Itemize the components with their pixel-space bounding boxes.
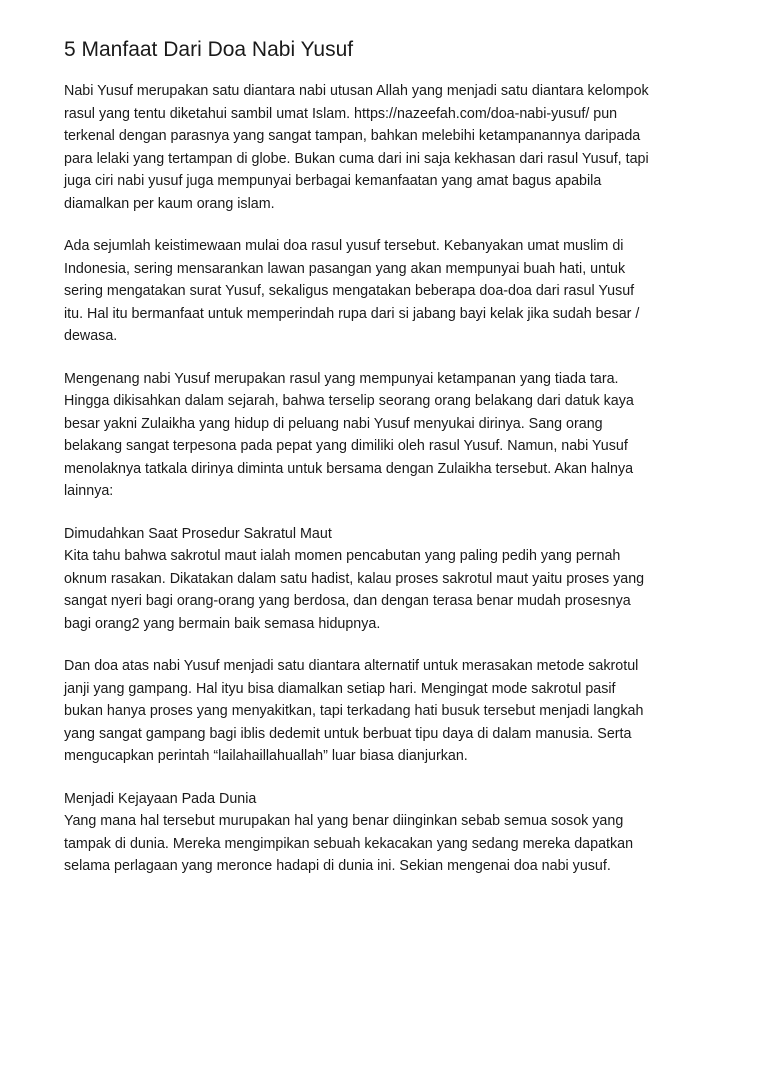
text-line: mengucapkan perintah “lailahaillahuallah” luar biasa dianjurkan. xyxy=(64,748,468,764)
text-line: Mengenang nabi Yusuf merupakan rasul yang mempunyai ketampanan yang tiada tara. xyxy=(64,370,619,387)
text-line: rasul yang tentu diketahui sambil umat Islam. https://nazeefah.com/doa-nabi-yusuf/ pun xyxy=(64,105,618,122)
text-line: selama perlagaan yang meronce hadapi di dunia ini. Sekian mengenai doa nabi yusuf. xyxy=(64,858,611,874)
text-line: tampak di dunia. Mereka mengimpikan sebuah kekacakan yang sedang mereka dapatkan xyxy=(64,835,634,852)
text-line: Dan doa atas nabi Yusuf menjadi satu diantara alternatif untuk merasakan metode sakrotul xyxy=(64,658,639,674)
section-kejayaan xyxy=(64,788,716,878)
section-sakratul-maut xyxy=(64,523,716,636)
text-line: Kita tahu bahwa sakrotul maut ialah momen pencabutan yang paling pedih yang pernah xyxy=(64,548,621,564)
text-line: menolaknya tatkala dirinya diminta untuk bersama dengan Zulaikha tersebut. Akan halnya xyxy=(64,460,634,477)
document-page xyxy=(64,36,716,878)
text-line: yang sangat gampang bagi iblis dedemit untuk berbuat tipu daya di dalam manusia. Serta xyxy=(64,725,632,742)
text-line: itu. Hal itu bermanfaat untuk memperindah rupa dari si jabang bayi kelak jika sudah besar / xyxy=(64,305,640,322)
text-line: Ada sejumlah keistimewaan mulai doa rasul yusuf tersebut. Kebanyakan umat muslim di xyxy=(64,238,624,254)
text-line: Indonesia, sering mensarankan lawan pasangan yang akan mempunyai buah hati, untuk xyxy=(64,260,626,277)
paragraph-intro xyxy=(64,80,716,215)
text-line: lainnya: xyxy=(64,483,114,499)
document-title: 5 Manfaat Dari Doa Nabi Yusuf xyxy=(64,38,354,61)
text-line: diamalkan per kaum orang islam. xyxy=(64,195,275,212)
text-line: oknum rasakan. Dikatakan dalam satu hadist, kalau proses sakrotul maut yaitu proses yang xyxy=(64,570,645,587)
text-line: dewasa. xyxy=(64,328,118,344)
text-line: bagi orang2 yang bermain baik semasa hidupnya. xyxy=(64,615,381,632)
text-line: Yang mana hal tersebut murupakan hal yang benar diinginkan sebab semua sosok yang xyxy=(64,813,624,829)
text-line: Nabi Yusuf merupakan satu diantara nabi utusan Allah yang menjadi satu diantara kelompok xyxy=(64,83,649,99)
text-line: belakang sangat terpesona pada pepat yang dimiliki oleh rasul Yusuf. Namun, nabi Yusuf xyxy=(64,438,628,454)
text-line: bukan hanya proses yang menyakitkan, tapi terkadang hati busuk tersebut menjadi langkah xyxy=(64,703,644,719)
paragraph-keistimewaan xyxy=(64,235,716,348)
paragraph-zulaikha xyxy=(64,368,716,503)
text-line: sangat nyeri bagi orang-orang yang berdosa, dan dengan terasa benar mudah prosesnya xyxy=(64,593,631,609)
section-heading: Menjadi Kejayaan Pada Dunia xyxy=(64,790,257,807)
text-line: Hingga dikisahkan dalam sejarah, bahwa terselip seorang orang belakang dari datuk kaya xyxy=(64,393,634,409)
text-line: besar yakni Zulaikha yang hidup di peluang nabi Yusuf menyukai dirinya. Sang orang xyxy=(64,415,603,432)
text-line: terkenal dengan parasnya yang sangat tampan, bahkan melebihi ketampanannya daripada xyxy=(64,128,641,144)
text-line: sering mengatakan surat Yusuf, sekaligus mengatakan beberapa doa-doa dari rasul Yusuf xyxy=(64,283,635,299)
text-line: janji yang gampang. Hal ityu bisa diamalkan setiap hari. Mengingat mode sakrotul pasif xyxy=(64,680,616,697)
text-line: juga ciri nabi yusuf juga mempunyai berbagai kemanfaatan yang amat bagus apabila xyxy=(64,173,602,189)
section-heading: Dimudahkan Saat Prosedur Sakratul Maut xyxy=(64,525,332,542)
paragraph-doa-sakrotul xyxy=(64,655,716,768)
text-line: para lelaki yang tertampan di globe. Bukan cuma dari ini saja kekhasan dari rasul Yusuf, tapi xyxy=(64,150,649,167)
